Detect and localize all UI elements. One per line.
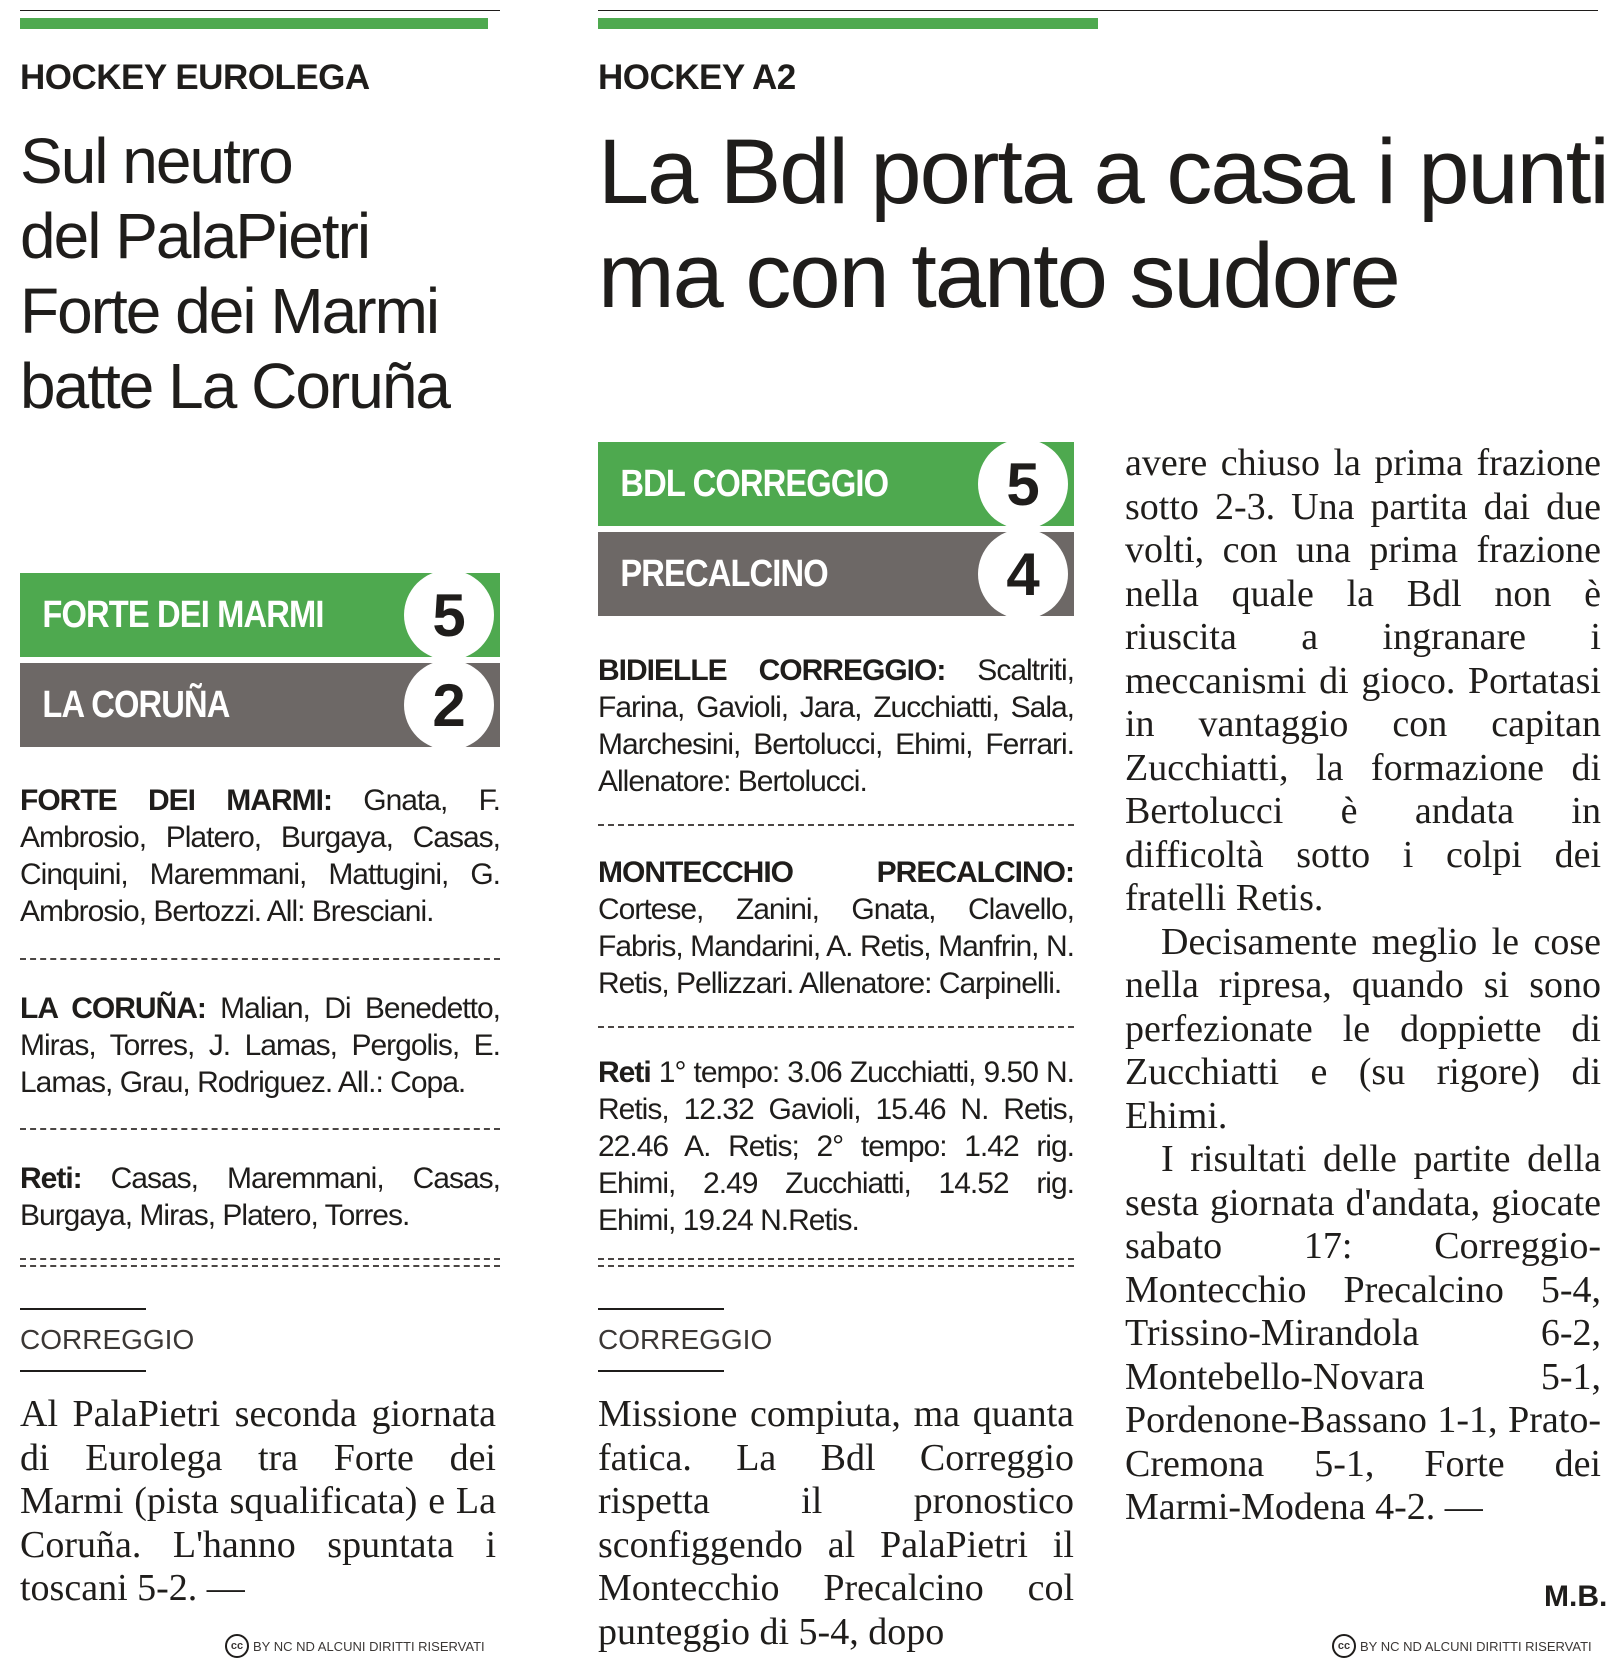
home-score: 5: [978, 439, 1068, 529]
cc-icon: cc: [225, 1634, 249, 1658]
left-top-rule: [20, 10, 500, 11]
left-lineup-away: [20, 990, 500, 1101]
lineup-label: BIDIELLE CORREGGIO:: [598, 654, 946, 687]
home-team-name: FORTE DEI MARMI: [42, 593, 324, 636]
license-text: BY NC ND ALCUNI DIRITTI RISERVATI: [1360, 1638, 1592, 1654]
away-team-name: PRECALCINO: [620, 552, 828, 595]
lineup-text: Casas, Maremmani, Casas, Burgaya, Miras, Platero, Torres.: [20, 1162, 500, 1232]
right-dateline: CORREGGIO: [598, 1324, 773, 1355]
lineup-label: Reti:: [20, 1162, 82, 1195]
lineup-label: MONTECCHIO PRECALCINO:: [598, 856, 1074, 889]
lineup-label: LA CORUÑA:: [20, 992, 206, 1025]
home-team-name: BDL CORREGGIO: [620, 462, 889, 505]
cc-icon: cc: [1332, 1634, 1356, 1658]
right-green-bar: [598, 18, 1098, 29]
right-headline-line: ma con tanto sudore: [598, 225, 1399, 327]
right-kicker: HOCKEY A2: [598, 58, 796, 97]
home-score: 5: [404, 570, 494, 660]
left-scoreboard: [20, 573, 500, 747]
right-body-col2: [1125, 442, 1601, 1530]
left-dateline: CORREGGIO: [20, 1324, 195, 1355]
license-text: BY NC ND ALCUNI DIRITTI RISERVATI: [253, 1638, 485, 1654]
author-signature: M.B.: [1544, 1580, 1608, 1613]
right-body-text: Missione compiuta, ma quanta fatica. La Bdl Correggio rispetta il pronostico sconfiggendo al PalaPietri il Montecchio Precalcino col punteggio di 5-4, dopo: [598, 1393, 1074, 1653]
lineup-text: Scaltriti, Farina, Gavioli, Jara, Zucchiatti, Sala, Marchesini, Bertolucci, Ehimi, Ferrari. Allenatore: Bertolucci.: [598, 654, 1074, 798]
left-license: [225, 1634, 485, 1658]
away-score-row: [20, 663, 500, 747]
home-score-row: [20, 573, 500, 657]
left-body-text: Al PalaPietri seconda giornata di Eurolega tra Forte dei Marmi (pista squalificata) e La Coruña. L'hanno spuntata i toscani 5-2. —: [20, 1393, 496, 1609]
left-body: [20, 1393, 496, 1611]
right-body-paragraph: I risultati delle partite della sesta giornata d'andata, giocate sabato 17: Correggio-Montecchio Precalcino 5-4, Trissino-Mirandola 6-2, Montebello-Novara 5-1, Pordenone-Bassano 1-1, Prato-Cremona 5-1, Forte dei Marmi-Modena 4-2. —: [1125, 1138, 1601, 1528]
away-team-name: LA CORUÑA: [42, 683, 230, 726]
divider: [20, 1128, 500, 1130]
double-divider: [20, 1258, 500, 1267]
right-lineup-home: [598, 652, 1074, 800]
right-lineup-away: [598, 854, 1074, 1002]
lineup-label: FORTE DEI MARMI:: [20, 784, 332, 817]
divider: [598, 1026, 1074, 1028]
left-headline-line: Forte dei Marmi: [20, 275, 439, 347]
left-kicker: HOCKEY EUROLEGA: [20, 58, 370, 97]
away-score: 4: [978, 529, 1068, 619]
away-score-row: [598, 532, 1074, 616]
away-score: 2: [404, 660, 494, 750]
left-headline-line: Sul neutro: [20, 125, 292, 197]
right-goals: [598, 1054, 1074, 1239]
dateline-rule: [598, 1308, 724, 1310]
dateline-rule: [20, 1370, 146, 1372]
right-body-paragraph: Decisamente meglio le cose nella ripresa, quando si sono perfezionate le doppiette di Zucchiatti e (su rigore) di Ehimi.: [1125, 920, 1601, 1137]
dateline-rule: [598, 1370, 724, 1372]
right-license: [1332, 1634, 1592, 1658]
lineup-text: Cortese, Zanini, Gnata, Clavello, Fabris, Mandarini, A. Retis, Manfrin, N. Retis, Pellizzari. Allenatore: Carpinelli.: [598, 893, 1074, 1000]
left-lineup-home: [20, 782, 500, 930]
divider: [598, 824, 1074, 826]
left-headline-line: batte La Coruña: [20, 350, 449, 422]
left-goals: [20, 1160, 500, 1234]
double-divider: [598, 1258, 1074, 1267]
right-headline-line: La Bdl porta a casa i punti: [598, 121, 1608, 223]
lineup-text: 1° tempo: 3.06 Zucchiatti, 9.50 N. Retis, 12.32 Gavioli, 15.46 N. Retis, 22.46 A. Retis; 2° tempo: 1.42 rig. Ehimi, 2.49 Zucchiatti, 14.52 rig. Ehimi, 19.24 N.Retis.: [598, 1056, 1074, 1237]
left-green-bar: [20, 18, 488, 29]
right-top-rule: [598, 10, 1598, 11]
left-headline-line: del PalaPietri: [20, 200, 370, 272]
dateline-rule: [20, 1308, 146, 1310]
lineup-label: Reti: [598, 1056, 651, 1089]
right-headline: [598, 120, 1608, 328]
right-body-paragraph: avere chiuso la prima frazione sotto 2-3. Una partita dai due volti, con una prima frazione nella quale la Bdl non è riuscita a ingranare i meccanismi di gioco. Portatasi in vantaggio con capitan Zucchiatti, la formazione di Bertolucci è andata in difficoltà sotto i colpi dei fratelli Retis.: [1125, 442, 1601, 919]
right-body-col1: [598, 1393, 1074, 1654]
divider: [20, 958, 500, 960]
lineup-text: Malian, Di Benedetto, Miras, Torres, J. Lamas, Pergolis, E. Lamas, Grau, Rodriguez. All.: Copa.: [20, 992, 500, 1099]
lineup-text: Gnata, F. Ambrosio, Platero, Burgaya, Casas, Cinquini, Maremmani, Mattugini, G. Ambrosio, Bertozzi. All: Bresciani.: [20, 784, 500, 928]
right-scoreboard: [598, 442, 1074, 616]
home-score-row: [598, 442, 1074, 526]
left-headline: [20, 124, 500, 424]
